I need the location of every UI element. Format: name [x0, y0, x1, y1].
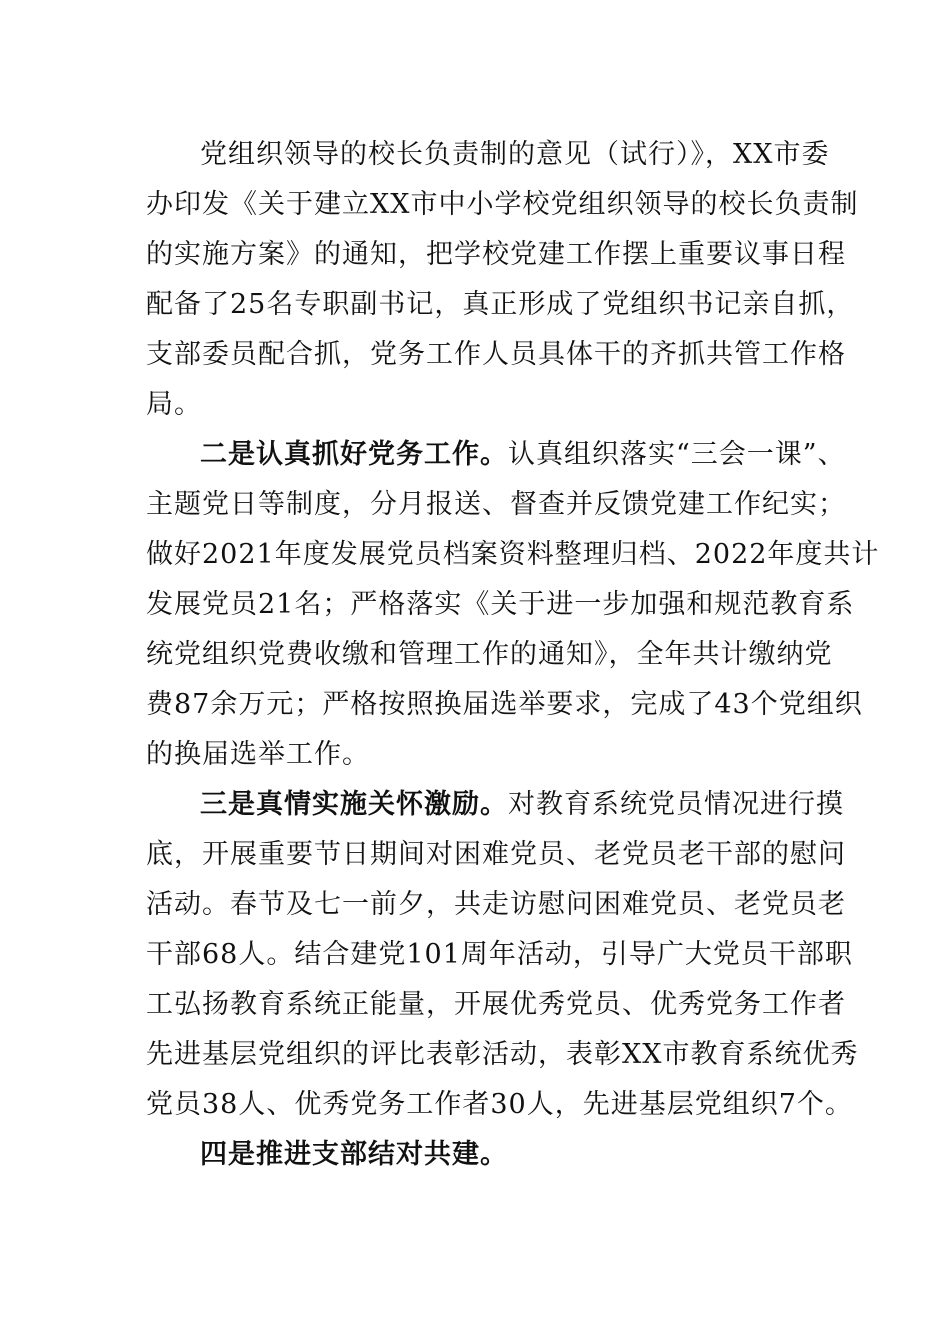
- paragraph-line: 做好2021年度发展党员档案资料整理归档、2022年度共计: [146, 539, 880, 570]
- section-heading: 四是推进支部结对共建。: [200, 1139, 508, 1170]
- paragraph-line: 支部委员配合抓，党务工作人员具体干的齐抓共管工作格: [146, 339, 846, 370]
- paragraph-first-line: [146, 780, 844, 830]
- paragraph-line: 局。: [146, 389, 202, 420]
- paragraph-text: 认真组织落实“三会一课”、: [508, 439, 846, 470]
- paragraph-line: 工弘扬教育系统正能量，开展优秀党员、优秀党务工作者: [146, 989, 846, 1020]
- paragraph-line: 办印发《关于建立XX市中小学校党组织领导的校长负责制: [146, 189, 859, 220]
- paragraph-line: 底，开展重要节日期间对困难党员、老党员老干部的慰问: [146, 839, 846, 870]
- section-heading: 三是真情实施关怀激励。: [200, 789, 508, 820]
- paragraph-line: 党组织领导的校长负责制的意见（试行）》，XX市委: [200, 139, 830, 170]
- paragraph-first-line: [146, 1130, 826, 1180]
- paragraph-first-line: [146, 430, 846, 480]
- document-body: [146, 130, 880, 1180]
- paragraph-line: 统党组织党费收缴和管理工作的通知》，全年共计缴纳党: [146, 639, 833, 670]
- paragraph-line: 先进基层党组织的评比表彰活动，表彰XX市教育系统优秀: [146, 1039, 859, 1070]
- paragraph-line: 配备了25名专职副书记，真正形成了党组织书记亲自抓，: [146, 289, 855, 320]
- paragraph-line: 费87余万元；严格按照换届选举要求，完成了43个党组织: [146, 689, 863, 720]
- paragraph-line: 主题党日等制度，分月报送、督查并反馈党建工作纪实；: [146, 489, 846, 520]
- paragraph-line: 党员38人、优秀党务工作者30人，先进基层党组织7个。: [146, 1089, 853, 1120]
- paragraph-line: 发展党员21名；严格落实《关于进一步加强和规范教育系: [146, 589, 855, 620]
- paragraph-line: 的实施方案》的通知，把学校党建工作摆上重要议事日程: [146, 239, 846, 270]
- paragraph-text: 对教育系统党员情况进行摸: [508, 789, 844, 820]
- paragraph-line: 活动。春节及七一前夕，共走访慰问困难党员、老党员老: [146, 889, 846, 920]
- paragraph-line: 干部68人。结合建党101周年活动，引导广大党员干部职: [146, 939, 853, 970]
- section-heading: 二是认真抓好党务工作。: [200, 439, 508, 470]
- paragraph-line: 的换届选举工作。: [146, 739, 370, 770]
